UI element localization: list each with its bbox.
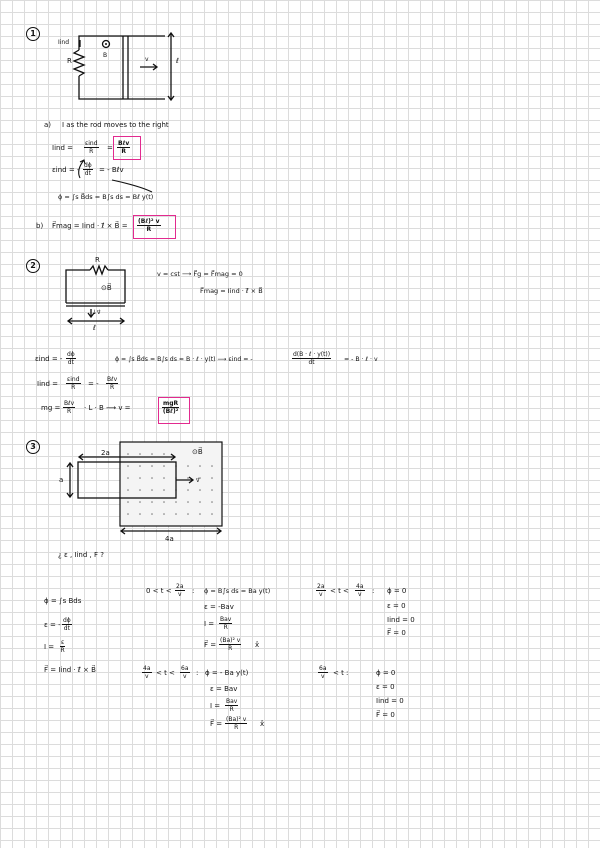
field-label: ⊙B⃗	[101, 284, 112, 292]
c4-flux: ϕ = 0	[376, 669, 396, 677]
c3-emf: ε = Bav	[210, 685, 238, 693]
c4-cond-num: 6a	[319, 665, 327, 672]
flux-eq: ϕ = ∫s B⃗ds = B∫s ds = Bℓ y(t)	[58, 193, 154, 201]
c3-f-dir: x̂	[260, 720, 265, 728]
c2-cond-frac-b	[355, 583, 365, 598]
c3-cond-mid: < t <	[156, 669, 175, 677]
velocity-label: v	[145, 56, 149, 63]
p2-iind-eq: = -	[88, 380, 99, 388]
c3-cond-frac-a	[142, 665, 152, 680]
field-label: ⊙B⃗	[192, 448, 203, 456]
gen-i-frac	[60, 639, 65, 654]
c3-f-num: (Ba)² v	[226, 716, 247, 723]
iind-frac-1-den: R	[89, 148, 94, 155]
iind-frac-2-num: Bℓv	[118, 140, 130, 147]
c2-flux: ϕ = 0	[387, 587, 407, 595]
c2-cond-num-b: 4a	[356, 583, 364, 590]
resistor-label: R	[67, 57, 72, 65]
length-label: ℓ	[93, 324, 96, 332]
c3-cond-frac-b	[180, 665, 190, 680]
c1-f-frac	[219, 637, 241, 652]
p2-v-frac-den: (Bℓ)²	[162, 408, 179, 415]
c2-cond-frac-a	[316, 583, 326, 598]
c3-cond-end: :	[196, 669, 199, 677]
c1-emf: ε = -Bav	[204, 603, 234, 611]
c1-cond-den: v	[177, 591, 182, 598]
problem-number: 1	[26, 27, 40, 41]
c2-cond-end: :	[372, 587, 375, 595]
c2-cond-den-b: v	[357, 591, 362, 598]
c3-i-den: R	[229, 706, 234, 713]
c3-cond-num-b: 6a	[181, 665, 189, 672]
p2-v-frac-num: mgR	[163, 400, 179, 407]
c2-cond-den-a: v	[318, 591, 323, 598]
p2-mg-frac-num: Bℓv	[64, 400, 75, 407]
c4-i: Iind = 0	[376, 697, 404, 705]
c2-cond-mid: < t <	[330, 587, 349, 595]
c1-i-num: Bav	[220, 616, 232, 623]
gen-emf-lhs: ε = -	[44, 621, 61, 629]
c4-f: F⃗ = 0	[376, 711, 395, 719]
p2-line1: v = cst ⟶ F⃗g = F⃗mag = 0	[157, 270, 243, 278]
c1-cond-frac	[175, 583, 185, 598]
c2-f: F⃗ = 0	[387, 629, 406, 637]
c4-cond-den: v	[320, 673, 325, 680]
velocity-label: v⃗	[196, 477, 200, 484]
fmag-lhs: F⃗mag = Iind · ℓ⃗ × B⃗ =	[52, 222, 128, 230]
c3-f-lhs: F⃗ =	[210, 720, 223, 728]
current-label: Iind	[58, 39, 70, 46]
p2-iind-lhs: Iind =	[37, 380, 58, 388]
gen-i-lhs: I =	[44, 643, 55, 651]
gen-flux: ϕ = ∫s Bds	[44, 597, 82, 605]
p2-line2: F⃗mag = Iind · ℓ⃗ × B⃗	[200, 287, 263, 295]
p3-question: ¿ ε , Iind , F ?	[58, 551, 104, 559]
emf-frac-num: dϕ	[84, 162, 92, 169]
iind-frac-2-den: R	[121, 148, 126, 155]
part-a-text: I as the rod moves to the right	[62, 121, 169, 129]
p2-flux-frac-num: d(B · ℓ · y(t))	[293, 351, 331, 358]
velocity-label: ↓v⃗	[92, 309, 101, 316]
c4-cond-b: < t :	[333, 669, 349, 677]
iind-lhs: Iind =	[52, 144, 73, 152]
p2-iind-frac-1-den: R	[71, 384, 76, 391]
gen-force: F⃗ = Iind · ℓ⃗ × B⃗	[44, 666, 96, 674]
loop-width-label: 2a	[101, 449, 110, 457]
field-width-label: 4a	[165, 535, 174, 543]
p2-mg-rest: · L · B ⟶ v =	[84, 404, 131, 412]
c1-cond-a: 0 < t <	[146, 587, 172, 595]
c1-f-den: R	[228, 645, 233, 652]
c2-cond-num-a: 2a	[317, 583, 325, 590]
p2-mg-lhs: mg =	[41, 404, 61, 412]
field-label: B	[103, 52, 108, 59]
emf-frac-den: dt	[84, 170, 91, 177]
c1-flux: ϕ = B∫s ds = Ba y(t)	[204, 587, 271, 595]
c1-f-lhs: F⃗ =	[204, 641, 217, 649]
gen-emf-den: dt	[63, 625, 70, 632]
p2-emf-lhs: εind = -	[35, 355, 63, 363]
p2-flux: ϕ = ∫s B⃗ds = B∫s ds = B · ℓ · y(t) ⟶ εind = -	[115, 356, 253, 363]
c4-emf: ε = 0	[376, 683, 395, 691]
c3-f-den: R	[234, 724, 239, 731]
c3-f-frac	[225, 716, 247, 731]
gen-emf-frac	[62, 617, 72, 632]
gen-emf-num: dϕ	[63, 617, 71, 624]
c3-i-num: Bav	[226, 698, 238, 705]
part-b-label: b)	[36, 222, 44, 230]
c4-cond-frac	[318, 665, 328, 680]
gen-i-num: ε	[61, 639, 65, 646]
c3-flux: ϕ = - Ba y(t)	[205, 669, 249, 677]
c3-i-lhs: I =	[210, 702, 221, 710]
fmag-frac-num: (Bℓ)² v	[138, 218, 160, 225]
problem-number: 3	[26, 440, 40, 454]
c1-i-den: R	[223, 624, 228, 631]
c3-cond-den-a: v	[144, 673, 149, 680]
c1-f-num: (Ba)² v	[220, 637, 241, 644]
p2-iind-frac-1-num: εind	[67, 376, 80, 383]
c2-i: Iind = 0	[387, 616, 415, 624]
c1-cond-num: 2a	[176, 583, 184, 590]
c1-f-dir: x̂	[255, 641, 260, 649]
p2-emf-frac-num: dϕ	[67, 351, 75, 358]
c1-i-lhs: I =	[204, 620, 215, 628]
p2-emf-frac-den: dt	[67, 359, 74, 366]
p2-flux-frac-den: dt	[308, 359, 315, 366]
gen-i-den: R	[60, 647, 65, 654]
c3-i-frac	[225, 698, 238, 713]
c3-cond-den-b: v	[182, 673, 187, 680]
p2-flux-rhs: = - B · ℓ · v	[344, 356, 378, 363]
resistor-label: R	[95, 256, 100, 264]
p2-mg-frac-den: R	[66, 408, 72, 415]
c1-cond-b: :	[192, 587, 195, 595]
p2-iind-frac-2-den: R	[109, 384, 115, 391]
length-label: ℓ	[176, 57, 179, 65]
part-a-label: a)	[44, 121, 52, 129]
c1-i-frac	[219, 616, 232, 631]
problem-number: 2	[26, 259, 40, 273]
fmag-frac-den: R	[146, 226, 152, 233]
loop-height-label: a	[59, 476, 64, 484]
c2-emf: ε = 0	[387, 602, 406, 610]
emf-lhs: εind = -	[52, 166, 80, 174]
emf-rhs: = - Bℓv	[99, 166, 124, 174]
p2-iind-frac-2-num: Bℓv	[107, 376, 118, 383]
iind-frac-1-num: εind	[85, 140, 98, 147]
iind-eq: =	[107, 144, 113, 152]
c3-cond-num-a: 4a	[143, 665, 151, 672]
